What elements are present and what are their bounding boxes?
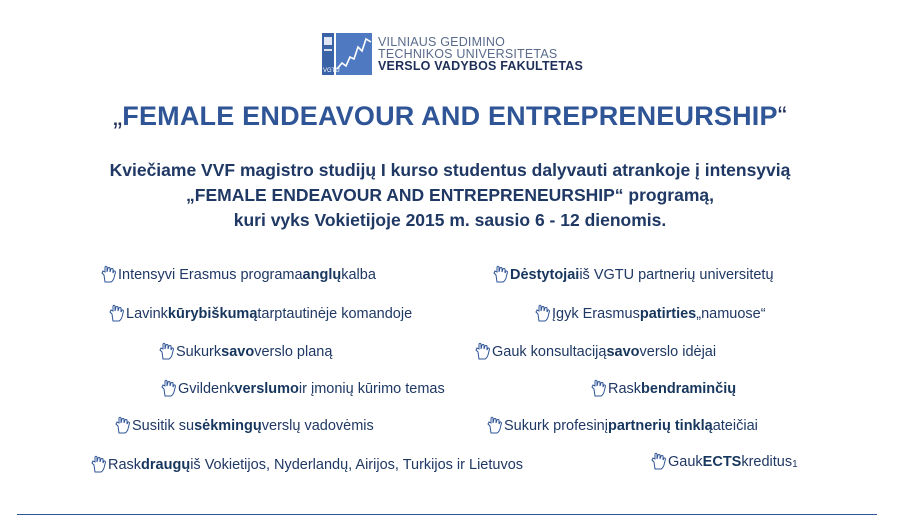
footnote-marker: 1 (792, 459, 798, 470)
item-text-post: ir įmonių kūrimo temas (298, 381, 445, 397)
logo-line-2: TECHNIKOS UNIVERSITETAS (378, 47, 558, 61)
university-logo (322, 33, 583, 75)
item-text-bold: sėkmingų (194, 418, 262, 434)
pointing-hand-icon (590, 379, 607, 397)
benefit-item (650, 452, 798, 470)
title-text: FEMALE ENDEAVOUR AND ENTREPRENEURSHIP (122, 101, 778, 131)
logo-mark-text: VGTU (323, 68, 340, 74)
intro-paragraph (0, 158, 900, 233)
item-text-pre: Sukurk profesinį (504, 418, 608, 434)
item-text-bold: partnerių tinklą (607, 418, 713, 434)
item-text-pre: Intensyvi Erasmus programa (118, 267, 303, 283)
benefit-item (90, 455, 523, 473)
benefit-item (160, 379, 445, 397)
item-text-pre: Susitik su (132, 418, 195, 434)
item-text-post: iš VGTU partnerių universitetų (579, 267, 774, 283)
item-text-bold: savo (221, 344, 255, 360)
item-text-post: tarptautinėje komandoje (257, 306, 413, 322)
benefit-item (114, 416, 374, 434)
item-text-post: ateičiai (712, 418, 758, 434)
pointing-hand-icon (158, 342, 175, 360)
benefit-item (492, 265, 774, 283)
pointing-hand-icon (108, 304, 125, 322)
bottom-divider (17, 514, 877, 515)
pointing-hand-icon (100, 265, 117, 283)
pointing-hand-icon (492, 265, 509, 283)
page-title (0, 101, 900, 132)
item-text-bold: patirties (639, 306, 697, 322)
intro-line-3: kuri vyks Vokietijoje 2015 m. sausio 6 - 12 dienomis. (233, 210, 667, 230)
title-open-quote: „ (113, 101, 123, 131)
item-text-pre: Gauk konsultaciją (492, 344, 607, 360)
item-text-bold: verslumo (234, 381, 299, 397)
pointing-hand-icon (534, 304, 551, 322)
item-text-post: verslų vadovėmis (261, 418, 374, 434)
item-text-post: „namuose“ (696, 306, 766, 322)
benefit-item (474, 342, 716, 360)
item-text-post: verslo idėjai (639, 344, 717, 360)
item-text-pre: Rask (108, 457, 142, 473)
item-text-pre: Gvildenk (178, 381, 235, 397)
pointing-hand-icon (650, 452, 667, 470)
item-text-post: verslo planą (254, 344, 333, 360)
intro-line-2: „FEMALE ENDEAVOUR AND ENTREPRENEURSHIP“ programą, (186, 185, 714, 205)
item-text-bold: savo (606, 344, 640, 360)
title-close-quote: “ (777, 101, 787, 131)
item-text-pre: Lavink (126, 306, 168, 322)
benefit-item (108, 304, 412, 322)
benefit-item (158, 342, 332, 360)
item-text-bold: anglų (302, 267, 342, 283)
item-text-pre: Sukurk (176, 344, 222, 360)
item-text-bold: Dėstytojai (510, 267, 580, 283)
item-text-pre: Įgyk Erasmus (552, 306, 640, 322)
item-text-pre: Rask (608, 381, 642, 397)
item-text-post: iš Vokietijos, Nyderlandų, Airijos, Turkijos ir Lietuvos (190, 457, 524, 473)
item-text-post: kreditus (741, 454, 793, 470)
pointing-hand-icon (160, 379, 177, 397)
item-text-bold: kūrybiškumą (167, 306, 258, 322)
benefit-item (590, 379, 736, 397)
pointing-hand-icon (474, 342, 491, 360)
item-text-post: kalba (341, 267, 376, 283)
intro-line-1: Kviečiame VVF magistro studijų I kurso studentus dalyvauti atrankoje į intensyvią (109, 160, 791, 180)
item-text-pre: Gauk (668, 454, 703, 470)
item-text-bold: bendraminčių (641, 381, 737, 397)
logo-line-1: VILNIAUS GEDIMINO (378, 35, 506, 49)
benefit-item (486, 416, 758, 434)
item-text-bold: draugų (141, 457, 191, 473)
item-text-bold: ECTS (702, 454, 742, 470)
pointing-hand-icon (114, 416, 131, 434)
logo-text (378, 36, 583, 72)
pointing-hand-icon (90, 455, 107, 473)
pointing-hand-icon (486, 416, 503, 434)
logo-emblem (322, 33, 372, 75)
logo-line-3: VERSLO VADYBOS FAKULTETAS (378, 59, 584, 73)
benefit-item (534, 304, 766, 322)
benefit-item (100, 265, 376, 283)
